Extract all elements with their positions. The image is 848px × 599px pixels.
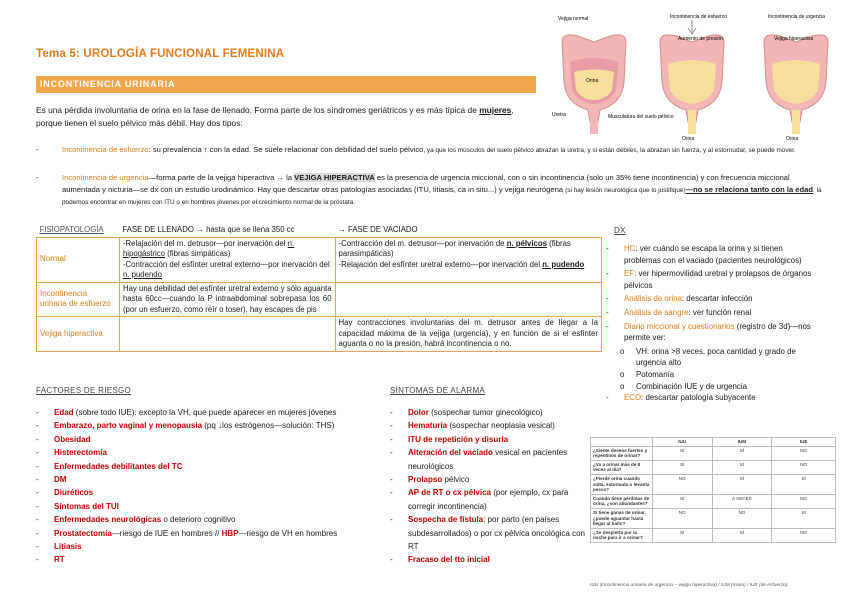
cell-hiperactiva-llenado	[119, 317, 335, 352]
table-row: ¿Pierde orina cuando salta, estornuda o levanta pesos? NO SÍ SÍ	[591, 474, 836, 494]
label-normal: Vejiga normal	[558, 16, 589, 22]
table-row: Si tiene ganas de orinar, ¿puede aguantar hasta llegar al baño? NO NO SÍ	[591, 508, 836, 528]
factores-list	[36, 406, 366, 567]
bladder-figure	[548, 12, 836, 142]
dx-heading: DX	[614, 226, 626, 235]
cell-normal-vaciado: -Contracción del m. detrusor—por inervación de n. pélvicos (fibras parasimpáticas) -Relajación del esfínter uretral externo—por inervación del n. pudendo	[335, 237, 601, 282]
page-title: Tema 5: UROLOGÍA FUNCIONAL FEMENINA	[36, 48, 285, 60]
list-item: - RT	[36, 555, 65, 565]
row-label-hiperactiva: Vejiga hiperactiva	[37, 317, 120, 352]
cell-hiperactiva-vaciado: Hay contracciones involuntarias del m. detrusor antes de llegar a la capacidad máxima de la vejiga (urgencia), y en función de si el esfínter aguanta o no la presión, habrá incontinencia o no.	[335, 317, 601, 352]
list-item: - DM	[36, 475, 67, 485]
label-urgencia: Incontinencia de urgencia	[768, 14, 825, 20]
list-item: - Hematuria (sospechar neoplasia vesical)	[390, 421, 555, 431]
list-item: - Prolapso pélvico	[390, 475, 470, 485]
list-item: - Edad (sobre todo IUE): excepto la VH, que puede aparecer en mujeres jóvenes	[36, 408, 337, 417]
list-item: - AP de RT o cx pélvica (por ejemplo, cx para corregir incontinencia)	[390, 488, 569, 511]
header-fisiopatologia: FISIOPATOLOGÍA	[37, 224, 120, 237]
alarma-heading: SÍNTOMAS DE ALARMA	[390, 386, 486, 395]
fisiopatologia-table	[36, 224, 602, 352]
table-caption: IUU (incontinencia urinaria de urgencia – vejiga hiperactiva) / IUM (mixta) / IUE (de esfuerzo)	[590, 583, 788, 588]
list-item: - Litiasis	[36, 542, 82, 552]
bullet-esfuerzo: - Incontinencia de esfuerzo: su prevalencia ↑ con la edad. Se suele relacionar con debilidad del suelo pélvico, ya que los músculos del suelo pélvico abrazan la uretra, y si están débiles, la abrazan sin fuerza, y al estornudar, se puede mover.	[36, 145, 796, 154]
table-row: ¿Se despierta por la noche para ir a orinar? SÍ SÍ NO	[591, 528, 836, 542]
table-row: ¿Va a orinar más de 8 veces al día? SÍ SÍ NO	[591, 460, 836, 474]
list-item: - Sospecha de fístula: por parto (en países subdesarrollados) o por cx pélvica oncológica con RT	[390, 515, 585, 552]
header-vaciado: → FASE DE VACIADO	[335, 224, 601, 237]
header-llenado: FASE DE LLENADO → hasta que se llena 350 cc	[119, 224, 335, 237]
table-row: ¿Siente deseos fuertes y repentinos de orinar? SÍ SÍ NO	[591, 446, 836, 460]
label-musculo: Musculatura del suelo pélvico	[608, 114, 674, 120]
row-label-esfuerzo: Incontinencia urinaria de esfuerzo	[37, 282, 120, 317]
list-item: - Enfermedades neurológicas o deterioro cognitivo	[36, 515, 236, 525]
intro-paragraph: Es una pérdida involuntaria de orina en la fase de llenado. Forma parte de los síndromes geriátricos y es más típica de mujeres, porque tienen el suelo pélvico más débil. Hay dos tipos:	[36, 105, 514, 128]
label-uretra: Uretra	[552, 112, 566, 118]
list-item: - Embarazo, parto vaginal y menopausia (pq ↓los estrógenos—solución: THS)	[36, 421, 335, 431]
list-item: - Histerectomía	[36, 448, 107, 458]
list-item: - Enfermedades debilitantes del TC	[36, 461, 183, 471]
list-item: - Alteración del vaciado vesical en pacientes neurológicos	[390, 448, 568, 471]
row-label-normal: Normal	[37, 237, 120, 282]
label-presion: Aumento de presión	[678, 36, 723, 42]
bullet-urgencia: - Incontinencia de urgencia—forma parte de la vejiga hiperactiva → la VEJIGA HIPERACTIVA es la presencia de urgencia miccional, con o sin incontinencia (solo un 35% tiene incontinencia) y con frecuencia miccional aumentada y nicturia—se dx con un estudio urodinámico. Hay que descartar otras patologías asociadas (ITU, litiasis, ca in situ...) y vejiga neurógena (si hay lesión neurológica que lo justifique)—no se relaciona tanto con la edad, la podemos encontrar en mujeres con ITU o en hombres jóvenes por el crecimiento normal de la próstata.	[36, 173, 822, 206]
dx-list: - HC: ver cuándo se escapa la orina y si tienen problemas con el vaciado (pacientes neurológicos) - EF: ver hipermovilidad uretral y prolapsos de órganos pélvicos - Análisis de orina: descartar infección - Análisis de sangre: ver función renal - Diario miccional y cuestionarios (registro de 3d)—nos permite ver: o VH: orina >8 veces, poca cantidad y grado de urgencia alto o Potomanía o Combinación IUE y de urgencia - ECO: descartar patología subyacente	[606, 244, 812, 403]
cell-esfuerzo-llenado: Hay una debilidad del esfínter uretral externo y sólo aguanta hasta 60cc—cuando la P intraabdominal sobrepasa los 60 (por un esfuerzo, como reír o toser), hay escapes de pis	[119, 282, 335, 317]
list-item: - Síntomas del TUI	[36, 501, 119, 511]
label-esfuerzo: Incontinencia de esfuerzo	[670, 14, 727, 20]
cell-esfuerzo-vaciado	[335, 282, 601, 317]
label-orina: Orina	[586, 78, 599, 84]
alarma-list	[390, 406, 590, 567]
section-banner: INCONTINENCIA URINARIA	[36, 76, 536, 93]
list-item: - Prostatectomía—riesgo de IUE en hombres // HBP—riesgo de VH en hombres	[36, 528, 338, 538]
list-item: - ITU de repetición y disuria	[390, 434, 509, 444]
bladder-urge-icon	[764, 35, 828, 134]
label-orina-2: Orina	[682, 136, 695, 142]
cell-normal-llenado: -Relajación del m. detrusor—por inervación del n. hipogástrico (fibras simpáticas) -Contracción del esfínter uretral externo—por inervación del n. pudendo	[119, 237, 335, 282]
label-hiper: Vejiga hiperactiva	[774, 36, 814, 42]
questionnaire-table: IUU IUM IUE ¿Siente deseos fuertes y repentinos de orinar? SÍ SÍ NO ¿Va a orinar más de 8 veces al día? SÍ SÍ NO ¿Pierde orina cuando salta, estornuda o levanta pesos? NO SÍ SÍ Cuando tiene pérdidas de orina, ¿son abundantes? SÍ A VECES NO Si tiene ganas de orinar, ¿puede aguantar hasta llegar al baño? NO NO SÍ ¿Se despierta por la noche para ir a orinar? SÍ SÍ NO	[590, 437, 836, 543]
list-item: - Obesidad	[36, 434, 91, 444]
factores-heading: FACTORES DE RIESGO	[36, 386, 132, 395]
list-item: - Diuréticos	[36, 488, 94, 498]
label-orina-3: Orina	[786, 136, 799, 142]
list-item: - Dolor (sospechar tumor ginecológico)	[390, 408, 543, 417]
table-row: Cuando tiene pérdidas de orina, ¿son abundantes? SÍ A VECES NO	[591, 494, 836, 508]
list-item: - Fracaso del tto inicial	[390, 555, 490, 565]
